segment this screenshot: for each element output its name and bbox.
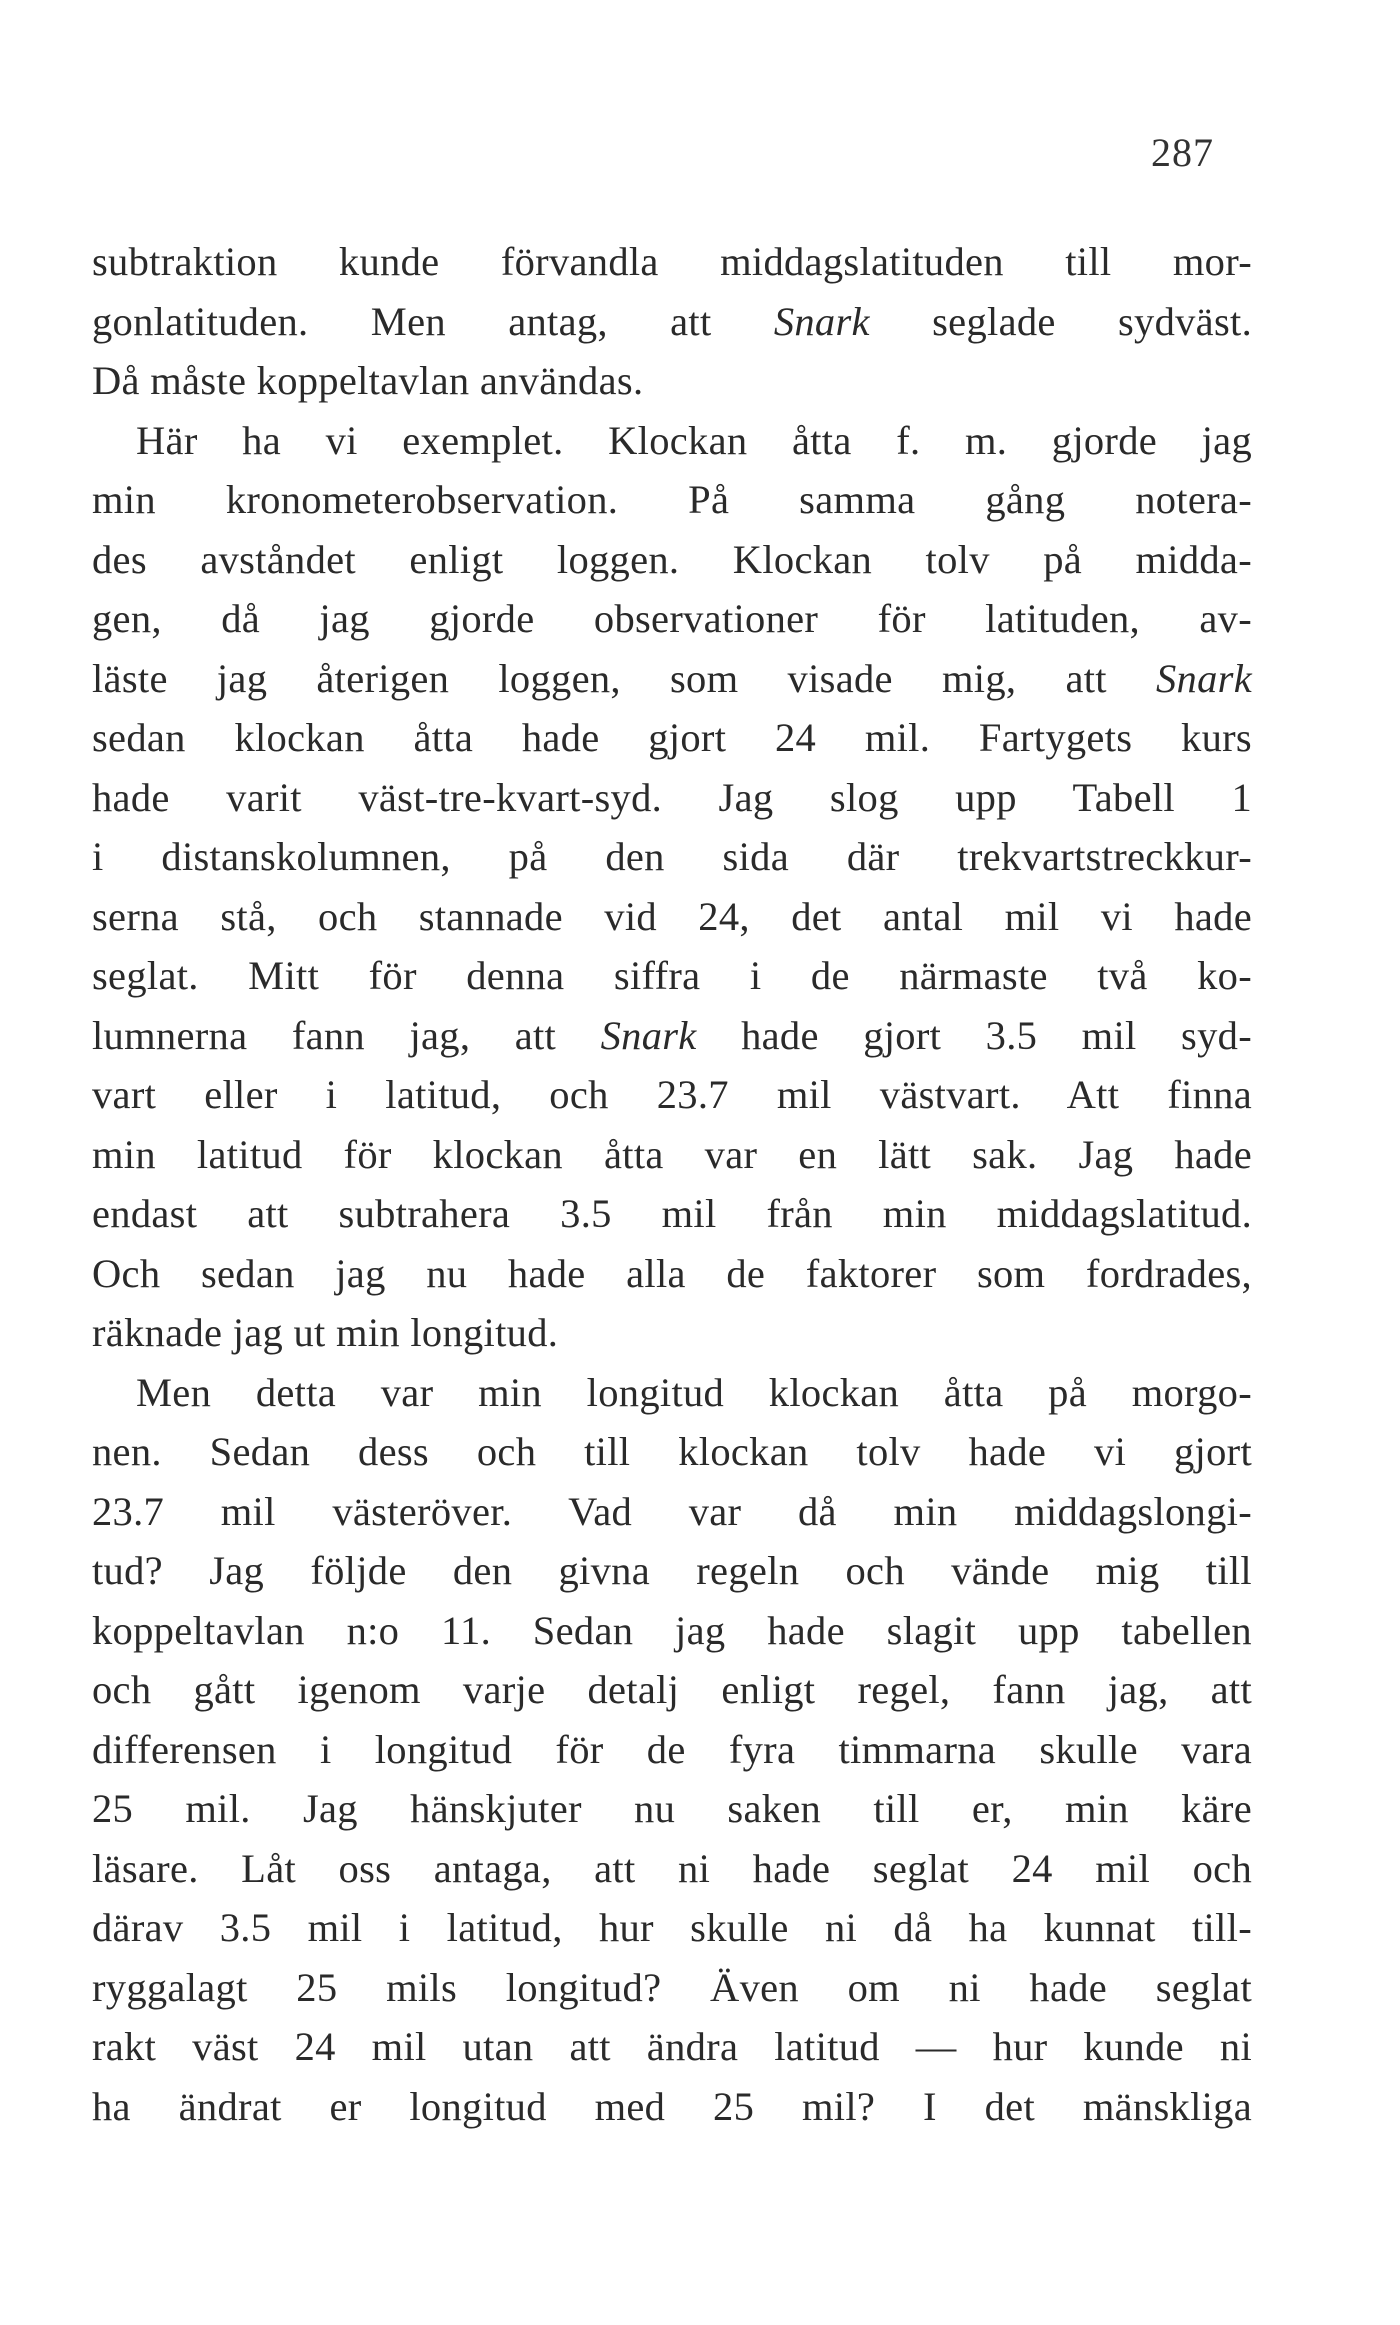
text-line: och gått igenom varje detalj enligt regel, fann jag, att — [92, 1667, 1252, 1712]
text-line: endast att subtrahera 3.5 mil från min middagslatitud. — [92, 1191, 1252, 1236]
text-line: hade varit väst-tre-kvart-syd. Jag slog upp Tabell 1 — [92, 774, 1252, 820]
text-line: läste jag återigen loggen, som visade mig, att Snark — [92, 655, 1252, 701]
text-line: Och sedan jag nu hade alla de faktorer som fordrades, — [92, 1250, 1252, 1296]
page-number: 287 — [1151, 130, 1214, 175]
text-line: 23.7 mil västeröver. Vad var då min middagslongi- — [92, 1488, 1252, 1534]
text-line: Men detta var min longitud klockan åtta på morgo- — [136, 1369, 1252, 1415]
text-line: sedan klockan åtta hade gjort 24 mil. Fartygets kurs — [92, 715, 1252, 760]
text-line: des avståndet enligt loggen. Klockan tolv på midda- — [92, 536, 1252, 582]
text-line: Då måste koppeltavlan användas. — [92, 358, 644, 403]
ship-name: Snark — [773, 298, 870, 344]
text-line: ha ändrat er longitud med 25 mil? I det mänskliga — [92, 2083, 1252, 2129]
text-line: nen. Sedan dess och till klockan tolv hade vi gjort — [92, 1429, 1252, 1474]
text-line: 25 mil. Jag hänskjuter nu saken till er, min käre — [92, 1786, 1252, 1831]
ship-name: Snark — [1156, 655, 1252, 701]
text-line: ryggalagt 25 mils longitud? Även om ni hade seglat — [92, 1964, 1252, 2010]
text-line: vart eller i latitud, och 23.7 mil västvart. Att finna — [92, 1072, 1252, 1117]
text-line: differensen i longitud för de fyra timmarna skulle vara — [92, 1726, 1252, 1772]
text-line: subtraktion kunde förvandla middagslatituden till mor- — [92, 239, 1252, 284]
text-line: tud? Jag följde den givna regeln och vände mig till — [92, 1548, 1252, 1593]
text-line: rakt väst 24 mil utan att ändra latitud — hur kunde ni — [92, 2024, 1252, 2069]
text-line: min latitud för klockan åtta var en lätt sak. Jag hade — [92, 1131, 1252, 1177]
ship-name: Snark — [600, 1012, 697, 1058]
text-line: serna stå, och stannade vid 24, det antal mil vi hade — [92, 893, 1252, 939]
text-line: seglat. Mitt för denna siffra i de närmaste två ko- — [92, 953, 1252, 998]
text-line: läsare. Låt oss antaga, att ni hade seglat 24 mil och — [92, 1845, 1252, 1891]
text-line: min kronometerobservation. På samma gång notera- — [92, 477, 1252, 522]
body-text — [92, 232, 1252, 2136]
text-line: räknade jag ut min longitud. — [92, 1310, 559, 1355]
text-line: Här ha vi exemplet. Klockan åtta f. m. gjorde jag — [136, 417, 1252, 463]
text-line: gen, då jag gjorde observationer för latituden, av- — [92, 596, 1252, 641]
text-line: därav 3.5 mil i latitud, hur skulle ni då ha kunnat till- — [92, 1905, 1252, 1950]
text-line: lumnerna fann jag, att Snark hade gjort 3.5 mil syd- — [92, 1012, 1252, 1058]
text-line: i distanskolumnen, på den sida där trekvartstreckkur- — [92, 834, 1252, 879]
text-line: gonlatituden. Men antag, att Snark seglade sydväst. — [92, 298, 1252, 344]
text-line: koppeltavlan n:o 11. Sedan jag hade slagit upp tabellen — [92, 1607, 1252, 1653]
